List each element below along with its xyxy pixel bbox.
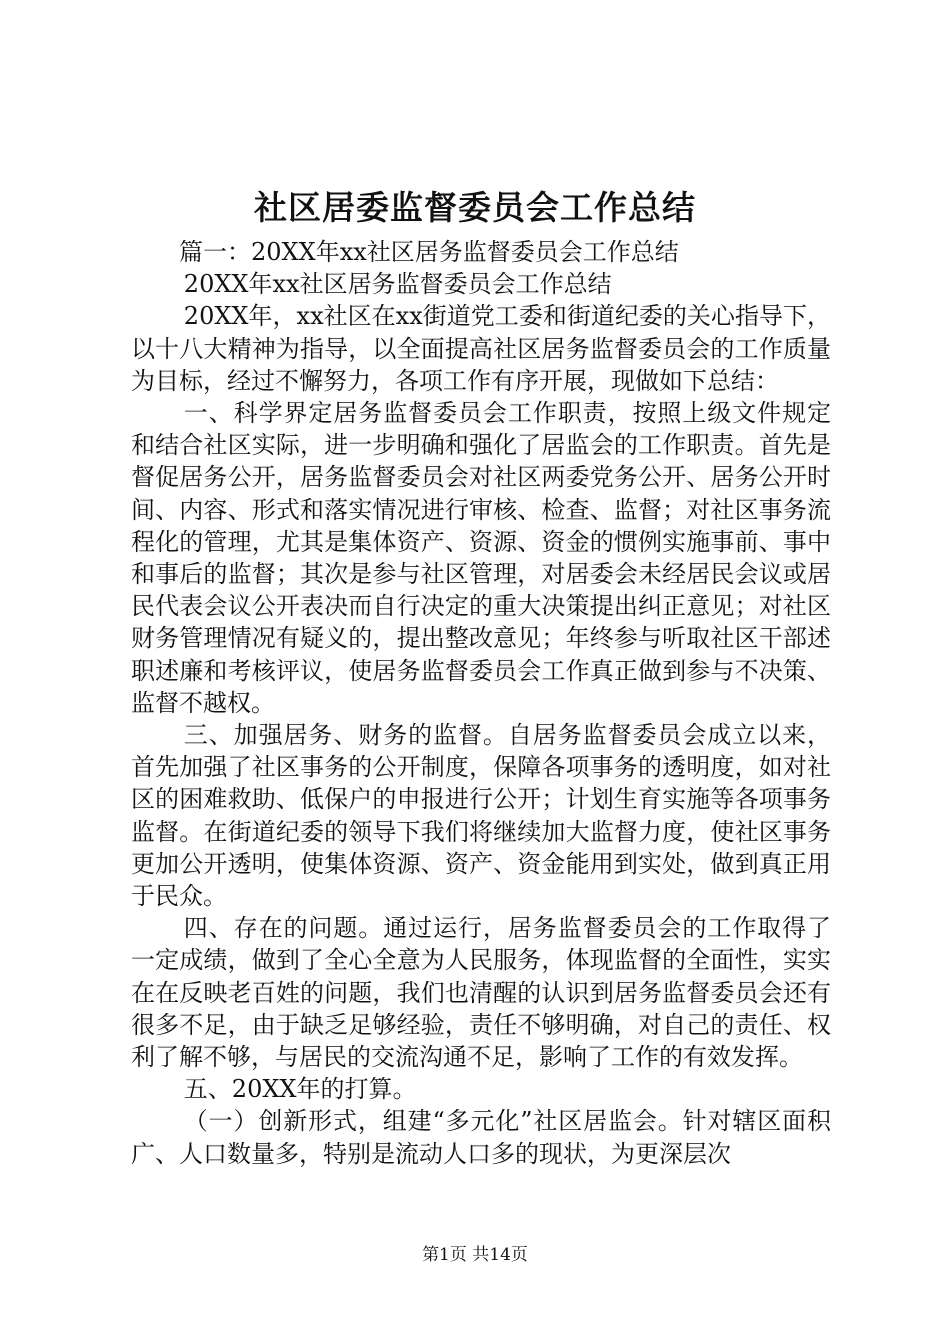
paragraph: 五、20XX年的打算。: [183, 1075, 417, 1104]
paragraph: 四、存在的问题。通过运行，居务监督委员会的工作取得了一定成绩，做到了全心全意为人民服务，体现监督的全面性，实实在在反映老百姓的问题，我们也清醒的认识到居务监督委员会还有很多不足，由于缺乏足够经验，责任不够明确，对自己的责任、权利了解不够，与居民的交流沟通不足，影响了工作的有效发挥。: [131, 914, 831, 1072]
paragraph: 一、科学界定居务监督委员会工作职责，按照上级文件规定和结合社区实际，进一步明确和强化了居监会的工作职责。首先是督促居务公开，居务监督委员会对社区两委党务公开、居务公开时间、内容、形式和落实情况进行审核、检查、监督；对社区事务流程化的管理，尤其是集体资产、资源、资金的惯例实施事前、事中和事后的监督；其次是参与社区管理，对居委会未经居民会议或居民代表会议公开表决而自行决定的重大决策提出纠正意见；对社区财务管理情况有疑义的，提出整改意见；年终参与听取社区干部述职述廉和考核评议，使居务监督委员会工作真正做到参与不决策、监督不越权。: [131, 399, 831, 717]
page-number: 第1页 共14页: [422, 1245, 528, 1265]
paragraph: 三、加强居务、财务的监督。自居务监督委员会成立以来，首先加强了社区事务的公开制度，保障各项事务的透明度，如对社区的困难救助、低保户的申报进行公开；计划生育实施等各项事务监督。在街道纪委的领导下我们将继续加大监督力度，使社区事务更加公开透明，使集体资源、资产、资金能用到实处，做到真正用于民众。: [131, 721, 831, 911]
page-title: 社区居委监督委员会工作总结: [254, 188, 696, 227]
paragraph: （一）创新形式，组建“多元化”社区居监会。针对辖区面积广、人口数量多，特别是流动人口多的现状，为更深层次: [131, 1107, 831, 1168]
paragraph: 20XX年，xx社区在xx街道党工委和街道纪委的关心指导下，以十八大精神为指导，以全面提高社区居务监督委员会的工作质量为目标，经过不懈努力，各项工作有序开展，现做如下总结：: [131, 302, 831, 395]
document-body: [131, 236, 831, 1170]
paragraph: 篇一：20XX年xx社区居务监督委员会工作总结: [179, 238, 679, 266]
paragraph: 20XX年xx社区居务监督委员会工作总结: [183, 270, 612, 299]
